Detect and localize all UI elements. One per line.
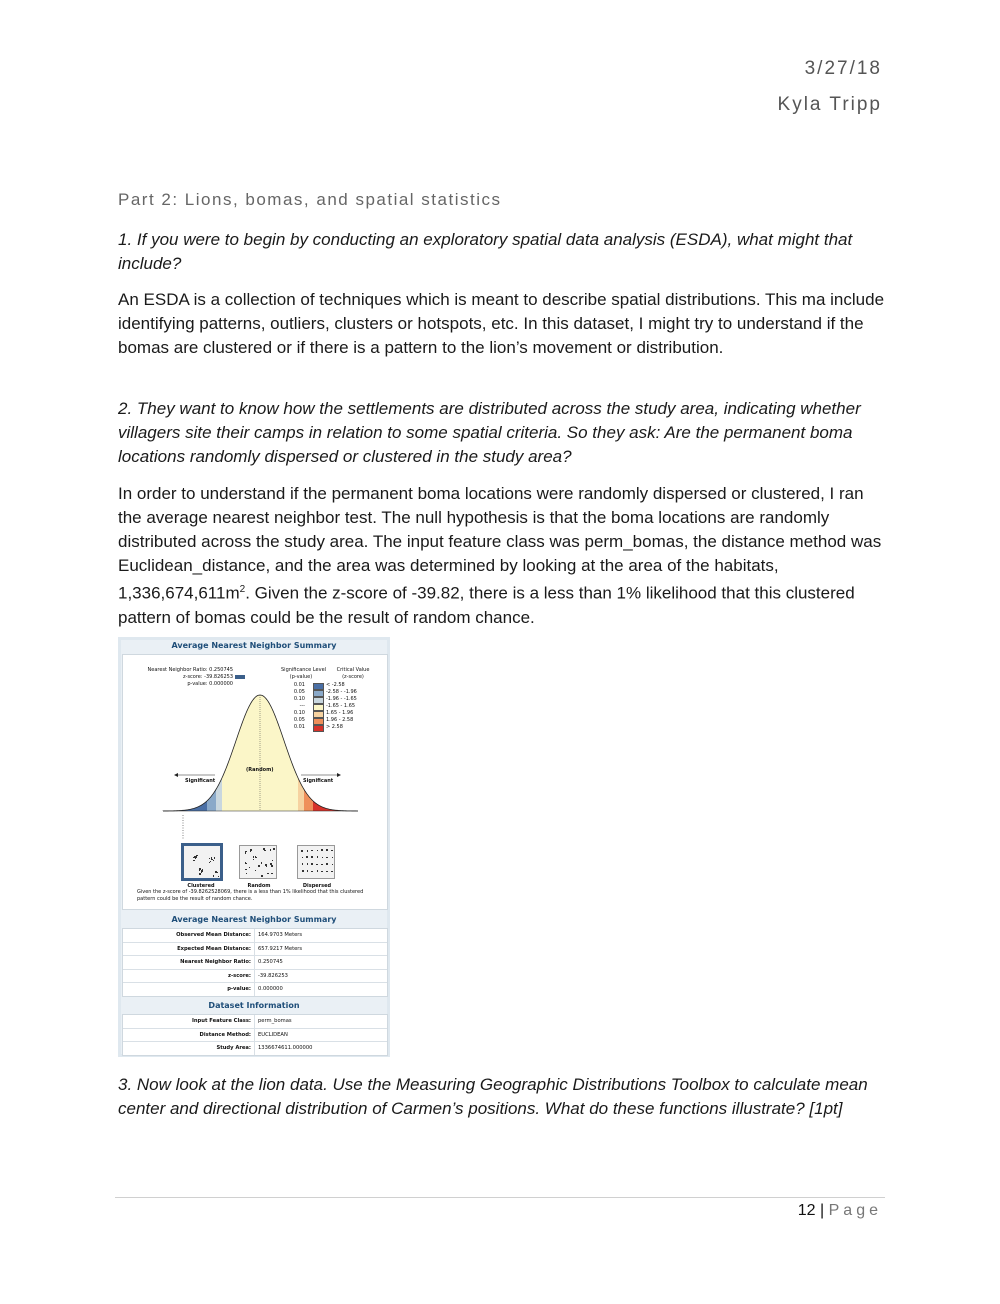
pattern-dot [321, 871, 323, 873]
pattern-dot [271, 873, 273, 875]
table-value: 0.000000 [258, 986, 283, 992]
answer-2-text: In order to understand if the permanent boma locations were randomly dispersed or clustered, I ran the average nearest neighbor test. The null hypothesis is that the boma locations are randomly distributed across the study area. The input feature class was perm_bomas, the distance method was Euclidean_distance, and the area was determined by looking at the area of the habitats, 1,336,674,611m [118, 484, 882, 603]
pattern-dot [301, 850, 303, 852]
header-author: Kyla Tripp [777, 94, 882, 115]
pattern-dot [245, 851, 247, 853]
pattern-dot [306, 856, 308, 858]
legend-z-range: > 2.58 [326, 724, 343, 730]
pattern-dot [193, 860, 195, 862]
pattern-dot [271, 865, 273, 867]
random-label: (Random) [246, 767, 274, 773]
pattern-dot [245, 852, 247, 854]
legend-p-value: --- [299, 703, 305, 709]
legend-z-range: -1.96 - -1.65 [326, 696, 357, 702]
summary-row [123, 956, 387, 970]
pattern-dot [211, 857, 213, 859]
pattern-dot [302, 870, 304, 872]
pattern-dot [326, 857, 328, 859]
pattern-dot [201, 870, 203, 872]
pattern-dot [332, 857, 334, 859]
stat-zscore: z-score: -39.826253 [183, 674, 233, 680]
pattern-dot [196, 856, 198, 858]
pattern-dot [311, 863, 313, 865]
pattern-dot [316, 864, 318, 866]
pattern-dot [255, 870, 257, 872]
legend-p-value: 0.05 [293, 717, 305, 723]
legend-p-value: 0.10 [293, 710, 305, 716]
pattern-dot [307, 863, 309, 865]
curve-band [298, 695, 304, 811]
table-key: Nearest Neighbor Ratio: [123, 956, 255, 969]
pattern-dot [322, 857, 324, 859]
pattern-dot [321, 849, 323, 851]
pattern-dot [267, 873, 269, 875]
pattern-dot [326, 863, 328, 865]
table-key: p-value: [123, 983, 255, 996]
pattern-dot [253, 859, 255, 861]
page-separator: | [820, 1202, 825, 1219]
pattern-dot [307, 870, 309, 872]
pattern-dot [218, 876, 220, 878]
answer-2-text-end: . Given the z-score of -39.82, there is a less than 1% likelihood that this clustered pattern of bomas could be the result of random chance. [118, 583, 855, 627]
pattern-dot [245, 863, 247, 865]
legend-z-range: -2.58 - -1.96 [326, 689, 357, 695]
summary-row [123, 983, 387, 996]
section-title: Part 2: Lions, bomas, and spatial statistics [118, 190, 502, 209]
summary-title: Average Nearest Neighbor Summary [171, 915, 337, 924]
answer-1: An ESDA is a collection of techniques which is meant to describe spatial distributions. This ma include identifying patterns, outliers, clusters or hotspots, etc. In this dataset, I might try to understand if the bomas are clustered or if there is a pattern to the lion’s movement or distribution. [118, 290, 885, 357]
pattern-dot [213, 860, 215, 862]
pattern-dot [331, 871, 333, 873]
pattern-dot [326, 871, 328, 873]
table-key: z-score: [123, 970, 255, 983]
answer-2 [118, 482, 888, 630]
pattern-dot [302, 857, 304, 859]
pattern-label: Random [247, 883, 271, 889]
right-significant-label: Significant [303, 778, 334, 784]
summary-table [122, 928, 388, 997]
pattern-thumbnail-clustered [181, 843, 223, 881]
legend-z-range: 1.96 - 2.58 [326, 717, 354, 723]
table-key: Expected Mean Distance: [123, 943, 255, 956]
pattern-dot [311, 871, 313, 873]
table-value: 1336674611.000000 [258, 1045, 313, 1051]
right-arrow-head [337, 773, 341, 777]
table-value: EUCLIDEAN [258, 1031, 288, 1038]
pattern-dot [250, 851, 252, 853]
pattern-dot [321, 864, 323, 866]
pattern-dot [273, 848, 275, 850]
pattern-dot [213, 875, 215, 877]
table-value: 0.250745 [258, 959, 283, 965]
page-footer [798, 1202, 882, 1220]
dataset-row [123, 1029, 387, 1043]
pattern-dot [215, 871, 217, 873]
curve-band [163, 695, 207, 811]
crit-header-line2: (z-score) [342, 674, 364, 680]
pattern-dot [261, 875, 263, 877]
pattern-dot [199, 869, 201, 871]
dataset-row [123, 1042, 387, 1055]
pattern-dot [263, 848, 265, 850]
pattern-dot [317, 850, 319, 852]
pattern-dot [326, 849, 328, 851]
report-note: Given the z-score of -39.8262528069, there is a less than 1% likelihood that this clustered pattern could be the result of random chance. [137, 889, 364, 902]
footer-divider [115, 1197, 885, 1198]
curve-band [207, 695, 216, 811]
pattern-dot [264, 850, 266, 852]
summary-row [123, 943, 387, 957]
pattern-dot [311, 850, 313, 852]
question-2: 2. They want to know how the settlements are distributed across the study area, indicating whether villagers site their camps in relation to some spatial criteria. So they ask: Are the permanent boma locations randomly dispersed or clustered in the study area? [118, 399, 861, 466]
pattern-dot [246, 873, 248, 875]
sig-header-line2: (p-value) [289, 674, 313, 680]
pattern-dot [307, 850, 309, 852]
pattern-dot [332, 864, 334, 866]
pattern-dot [317, 870, 319, 872]
pattern-dot [331, 850, 333, 852]
legend-z-range: < -2.58 [326, 682, 345, 688]
page-word: Page [828, 1202, 882, 1219]
table-value: -39.826253 [258, 972, 288, 979]
curve-band [216, 695, 222, 811]
dataset-table [122, 1014, 388, 1056]
dataset-row [123, 1015, 387, 1029]
pattern-dot [270, 849, 272, 851]
table-key: Input Feature Class: [123, 1015, 255, 1028]
sig-header-line1: Significance Level [281, 667, 327, 673]
nearest-neighbor-report [118, 637, 390, 1057]
curve-band [313, 695, 358, 811]
table-value: 164.9703 Meters [258, 932, 303, 938]
curve-bands [163, 695, 358, 811]
page-number: 12 [797, 1202, 816, 1219]
header-date: 3/27/18 [804, 58, 882, 79]
legend-p-value: 0.01 [293, 682, 305, 688]
legend-p-value: 0.10 [293, 696, 305, 702]
pattern-dot [214, 857, 216, 859]
pattern-dot [199, 873, 201, 875]
summary-row [123, 929, 387, 943]
left-significant-label: Significant [185, 778, 216, 784]
pattern-dot [266, 866, 268, 868]
left-arrow-head [174, 773, 178, 777]
table-key: Observed Mean Distance: [123, 929, 255, 942]
table-value: perm_bomas [258, 1018, 292, 1024]
pattern-dot [249, 867, 251, 869]
pattern-dot [258, 865, 260, 867]
pattern-dot [255, 856, 257, 858]
table-key: Study Area: [123, 1042, 255, 1055]
superscript: 2 [239, 584, 246, 595]
pattern-thumbnail-random [239, 845, 277, 879]
legend-p-value: 0.05 [293, 689, 305, 695]
pattern-thumbnail-dispersed [297, 845, 335, 879]
pattern-label: Clustered [187, 883, 215, 889]
curve-band [304, 695, 313, 811]
dataset-title: Dataset Information [208, 1001, 300, 1010]
question-1: 1. If you were to begin by conducting an exploratory spatial data analysis (ESDA), what might that include? [118, 230, 853, 273]
report-title: Average Nearest Neighbor Summary [171, 641, 337, 650]
legend-p-value: 0.01 [293, 724, 305, 730]
pattern-dot [245, 869, 247, 871]
report-graph-panel [122, 654, 388, 910]
legend-z-range: 1.65 - 1.96 [326, 710, 354, 716]
pattern-dot [272, 860, 274, 862]
pattern-dot [311, 856, 313, 858]
legend-z-range: -1.65 - 1.65 [326, 703, 356, 709]
table-key: Distance Method: [123, 1029, 255, 1042]
question-3: 3. Now look at the lion data. Use the Measuring Geographic Distributions Toolbox to calculate mean center and directional distribution of Carmen’s positions. What do these functions illustrate? [1pt] [118, 1075, 868, 1118]
table-value: 657.9217 Meters [258, 945, 303, 952]
stat-pvalue: p-value: 0.000000 [187, 681, 233, 687]
pattern-label: Dispersed [302, 883, 332, 889]
pattern-dot [302, 863, 304, 865]
pattern-dot [261, 862, 263, 864]
summary-row [123, 970, 387, 984]
pattern-dot [317, 856, 319, 858]
pattern-dot [209, 862, 211, 864]
crit-header-line1: Critical Value [336, 667, 370, 673]
stat-ratio: Nearest Neighbor Ratio: 0.250745 [147, 667, 233, 673]
